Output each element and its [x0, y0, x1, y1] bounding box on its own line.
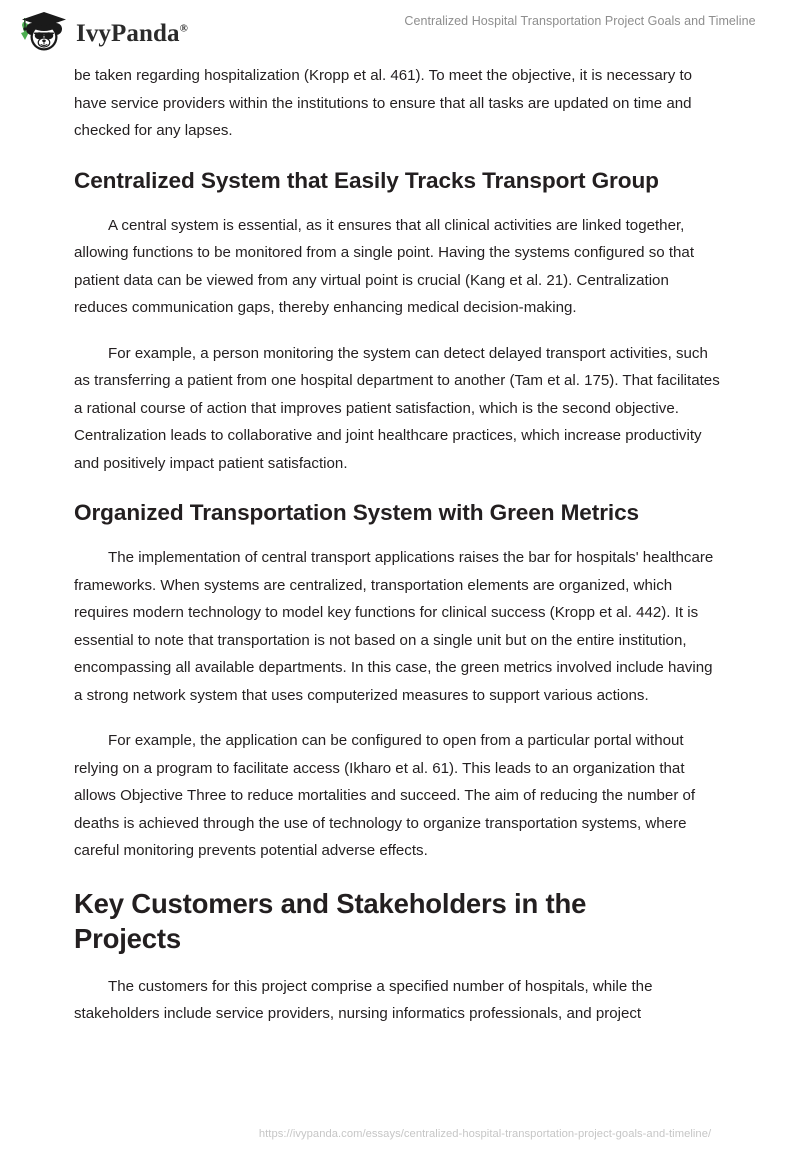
body-paragraph: be taken regarding hospitalization (Kropp et al. 461). To meet the objective, it is necessary to have service providers within the institutions to ensure that all tasks are updated on time and checked for any lapses.: [74, 67, 693, 139]
brand-name-text: IvyPanda: [76, 19, 180, 47]
body-paragraph: For example, a person monitoring the system can detect delayed transport activities, such as transferring a patient from one hospital department to another (Tam et al. 175). That facilitates a rational course of action that improves patient satisfaction, which is the second objective. Centralization leads to collaborative and joint healthcare practices, which increase productivity and positively impact patient satisfaction.: [74, 344, 720, 472]
registered-trademark-symbol: ®: [179, 22, 188, 35]
body-paragraph: The implementation of central transport applications raises the bar for hospitals' healthcare frameworks. When systems are centralized, transportation elements are organized, which requires modern technology to model key functions for clinical success (Kropp et al. 442). It is essential to note that transportation is not based on a single unit but on the entire institution, encompassing all available departments. In this case, the green metrics involved include having a strong network system that uses computerized measures to support various actions.: [74, 549, 714, 704]
section-heading: Key Customers and Stakeholders in the Projects: [74, 887, 587, 954]
source-url[interactable]: https://ivypanda.com/essays/centralized-hospital-transportation-project-goals-and-timeline/: [258, 1128, 712, 1140]
body-paragraph: For example, the application can be configured to open from a particular portal without relying on a program to facilitate access (Ikharo et al. 61). This leads to an organization that allows Objective Three to reduce mortalities and succeed. The aim of reducing the number of deaths is achieved through the use of technology to organize transportation systems, where careful monitoring prevents potential adverse effects.: [74, 732, 696, 859]
section-heading: Organized Transportation System with Green Metrics: [74, 500, 639, 525]
body-paragraph: The customers for this project comprise a specified number of hospitals, while the stakeholders include service providers, nursing informatics professionals, and project: [74, 977, 653, 1022]
ivypanda-panda-graduate-logo-icon: [14, 9, 70, 55]
page-footer: [0, 1124, 800, 1142]
document-content: [74, 62, 720, 1028]
brand-logo-group[interactable]: [14, 10, 188, 54]
page-header: [0, 0, 800, 62]
brand-wordmark: [76, 21, 188, 46]
body-paragraph: A central system is essential, as it ensures that all clinical activities are linked together, allowing functions to be monitored from a single point. Having the systems configured so that patient data can be viewed from any virtual point is crucial (Kang et al. 21). Centralization reduces communication gaps, thereby enhancing medical decision-making.: [74, 216, 695, 316]
section-heading: Centralized System that Easily Tracks Transport Group: [74, 167, 659, 193]
running-header-title: Centralized Hospital Transportation Project Goals and Timeline: [404, 14, 756, 28]
